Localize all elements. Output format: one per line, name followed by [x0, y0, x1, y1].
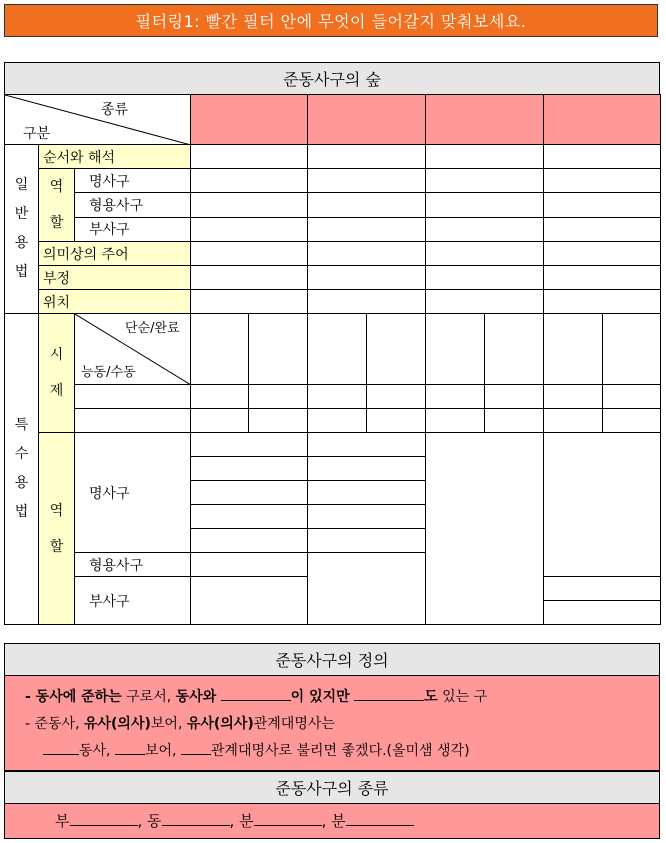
row-position: 위치 [39, 290, 191, 314]
type-item: 분 [331, 812, 346, 830]
blank[interactable] [115, 754, 145, 755]
tense-label: 시제 [39, 314, 75, 433]
types-title: 준동사구의 종류 [4, 771, 660, 804]
definition-box [4, 675, 660, 771]
definition-line-2: - 준동사, 유사(의사)보어, 유사(의사)관계대명사는 [25, 716, 335, 732]
special-label: 특수용법 [5, 314, 39, 625]
worksheet [4, 62, 660, 839]
filter-cell-2[interactable] [308, 95, 426, 145]
definition-title: 준동사구의 정의 [4, 643, 660, 676]
forest-title: 준동사구의 숲 [4, 62, 660, 95]
blank[interactable] [354, 700, 424, 701]
blank[interactable] [162, 825, 230, 826]
active-passive-label: 능동/수동 [81, 365, 136, 380]
definition-line-3: 동사, 보어, 관계대명사로 불리면 좋겠다.(올미샘 생각) [25, 738, 659, 765]
forest-table [4, 94, 661, 625]
special-role-label: 역할 [39, 433, 75, 625]
simple-perfect-label: 단순/완료 [125, 321, 180, 336]
type-item: 분 [239, 812, 254, 830]
special-adj-phrase: 형용사구 [75, 553, 191, 577]
general-role-label: 역할 [39, 169, 75, 242]
header-division: 구분 [23, 126, 51, 142]
row-negation: 부정 [39, 266, 191, 290]
blank[interactable] [254, 825, 322, 826]
type-item: 동 [147, 812, 162, 830]
filter-cell-3[interactable] [426, 95, 544, 145]
blank[interactable] [43, 754, 79, 755]
general-adv-phrase: 부사구 [75, 217, 191, 241]
filter-cell-1[interactable] [191, 95, 308, 145]
special-adv-phrase: 부사구 [75, 577, 191, 625]
general-adj-phrase: 형용사구 [75, 193, 191, 217]
instruction-banner: 필터링1: 빨간 필터 안에 무엇이 들어갈지 맞춰보세요. [4, 4, 658, 37]
row-subject: 의미상의 주어 [39, 242, 191, 266]
definition-line-1: - 동사에 준하는 구로서, 동사와 이 있지만 도 있는 구 [25, 689, 488, 705]
blank[interactable] [181, 754, 211, 755]
filter-cell-4[interactable] [544, 95, 661, 145]
general-noun-phrase: 명사구 [75, 169, 191, 193]
blank[interactable] [70, 825, 138, 826]
general-label: 일반용법 [5, 145, 39, 314]
blank[interactable] [346, 825, 414, 826]
blank[interactable] [221, 700, 291, 701]
row-order: 순서와 해석 [39, 145, 191, 169]
tense-diagonal-header [75, 314, 191, 385]
types-box: 부 , 동 , 분 , 분 [4, 803, 660, 839]
special-noun-phrase: 명사구 [75, 433, 191, 553]
type-item: 부 [55, 812, 70, 830]
diagonal-header [5, 95, 191, 145]
header-kind: 종류 [101, 102, 129, 118]
